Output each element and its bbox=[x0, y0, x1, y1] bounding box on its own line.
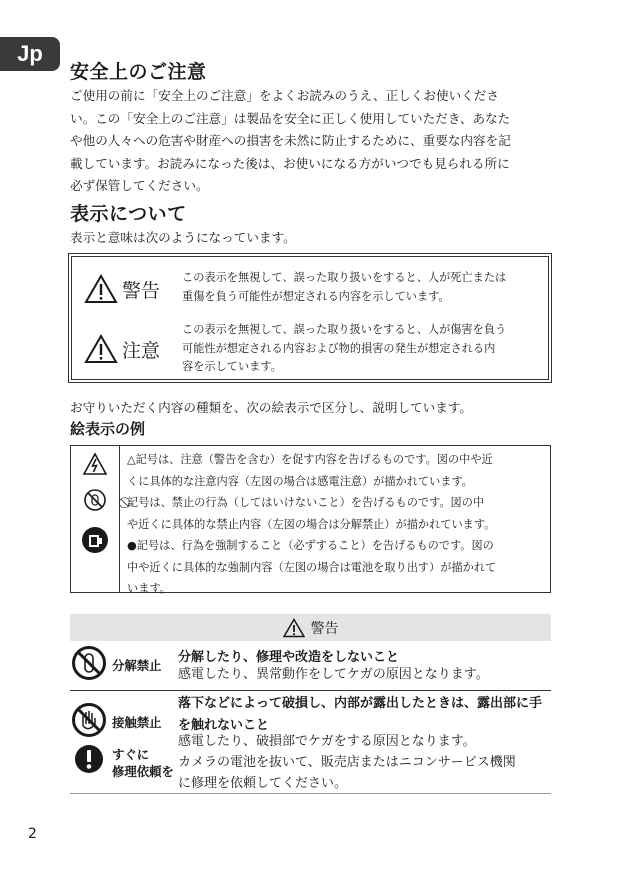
item-title-no-disassembly: 分解したり、修理や改造をしないこと bbox=[178, 650, 400, 665]
text-line: △記号は、注意（警告を含む）を促す内容を告げるものです。図の中や近 bbox=[127, 453, 493, 466]
text-line: ご使用の前に「安全上のご注意」をよくお読みのうえ、正しくお使いくださ bbox=[70, 88, 499, 103]
item-label-no-disassembly: 分解禁止 bbox=[112, 658, 162, 673]
caution-triangle-icon bbox=[84, 334, 118, 364]
mandatory-action-icon bbox=[74, 744, 104, 774]
divider bbox=[70, 793, 551, 794]
section-title-display: 表示について bbox=[70, 203, 187, 225]
item-label-no-touch: 接触禁止 bbox=[112, 715, 162, 730]
classification-text: お守りいただく内容の種類を、次の絵表示で区分し、説明しています。 bbox=[70, 400, 472, 415]
text-line: ●記号は、行為を強制すること（必ずすること）を告げるものです。図の bbox=[127, 539, 494, 552]
text-line: この表示を無視して、誤った取り扱いをすると、人が死亡または bbox=[182, 271, 507, 284]
warning-header-label: 警告 bbox=[310, 620, 339, 637]
text-line: カメラの電池を抜いて、販売店またはニコンサービス機関 bbox=[178, 755, 516, 770]
electric-shock-caution-icon bbox=[83, 452, 107, 476]
caution-label: 注意 bbox=[122, 339, 161, 362]
text-line: や近くに具体的な禁止内容（左図の場合は分解禁止）が描かれています。 bbox=[127, 517, 496, 531]
text-line: 必ず保管してください。 bbox=[70, 178, 209, 193]
pictogram-icon-column bbox=[71, 446, 120, 592]
do-not-touch-icon bbox=[71, 702, 107, 738]
text-line: くに具体的な注意内容（左図の場合は感電注意）が描かれています。 bbox=[127, 474, 473, 488]
text-line: います。 bbox=[127, 582, 171, 595]
safety-intro-paragraph bbox=[70, 85, 554, 198]
text-line: に修理を依頼してください。 bbox=[178, 776, 348, 791]
item-body-no-disassembly: 感電したり、異常動作をしてケガの原因となります。 bbox=[178, 667, 489, 682]
section-title-safety: 安全上のご注意 bbox=[70, 61, 207, 83]
warning-triangle-icon bbox=[84, 274, 118, 304]
text-line: 修理依頼を bbox=[112, 764, 174, 779]
text-line: すぐに bbox=[112, 747, 150, 762]
divider bbox=[70, 690, 551, 691]
item-body-request-repair bbox=[178, 752, 516, 794]
text-line: 容を示しています。 bbox=[182, 360, 282, 373]
text-line: や他の人々への危害や財産への損害を未然に防止するために、重要な内容を記 bbox=[70, 133, 511, 148]
language-tab: Jp bbox=[0, 37, 60, 71]
text-line: 可能性が想定される内容および物的損害の発生が想定される内 bbox=[182, 341, 496, 355]
warning-header-bar bbox=[70, 614, 551, 641]
text-line: ⃠記号は、禁止の行為（してはいけないこと）を告げるものです。図の中 bbox=[127, 496, 485, 509]
text-line: 載しています。お読みになった後は、お使いになる方がいつでも見られる所に bbox=[70, 155, 510, 171]
warning-triangle-icon bbox=[283, 618, 305, 638]
signal-word-box bbox=[68, 253, 552, 383]
warning-row bbox=[72, 257, 548, 317]
text-line: を触れないこと bbox=[178, 718, 270, 733]
text-line: この表示を無視して、誤った取り扱いをすると、人が傷害を負う bbox=[182, 323, 507, 336]
caution-description bbox=[182, 321, 542, 377]
caution-row bbox=[72, 317, 548, 381]
pictogram-box bbox=[70, 445, 551, 593]
pictogram-title: 絵表示の例 bbox=[70, 420, 146, 438]
text-line: 落下などによって破損し、内部が露出したときは、露出部に手 bbox=[178, 696, 543, 711]
disassembly-prohibited-icon bbox=[71, 645, 107, 681]
disassembly-prohibited-icon bbox=[83, 488, 107, 512]
display-intro: 表示と意味は次のようになっています。 bbox=[70, 230, 296, 245]
pictogram-explanation bbox=[127, 449, 544, 600]
warning-label: 警告 bbox=[122, 279, 161, 302]
item-body-no-touch: 感電したり、破損部でケガをする原因となります。 bbox=[178, 734, 476, 749]
text-line: 重傷を負う可能性が想定される内容を示しています。 bbox=[182, 289, 450, 303]
item-label-request-repair bbox=[112, 746, 174, 780]
warning-description bbox=[182, 269, 542, 306]
text-line: 中や近くに具体的な強制内容（左図の場合は電池を取り出す）が描かれて bbox=[127, 560, 497, 574]
page-number: 2 bbox=[28, 826, 37, 842]
remove-battery-mandatory-icon bbox=[81, 526, 109, 554]
text-line: い。この「安全上のご注意」は製品を安全に正しく使用していただき、あなた bbox=[70, 110, 511, 126]
